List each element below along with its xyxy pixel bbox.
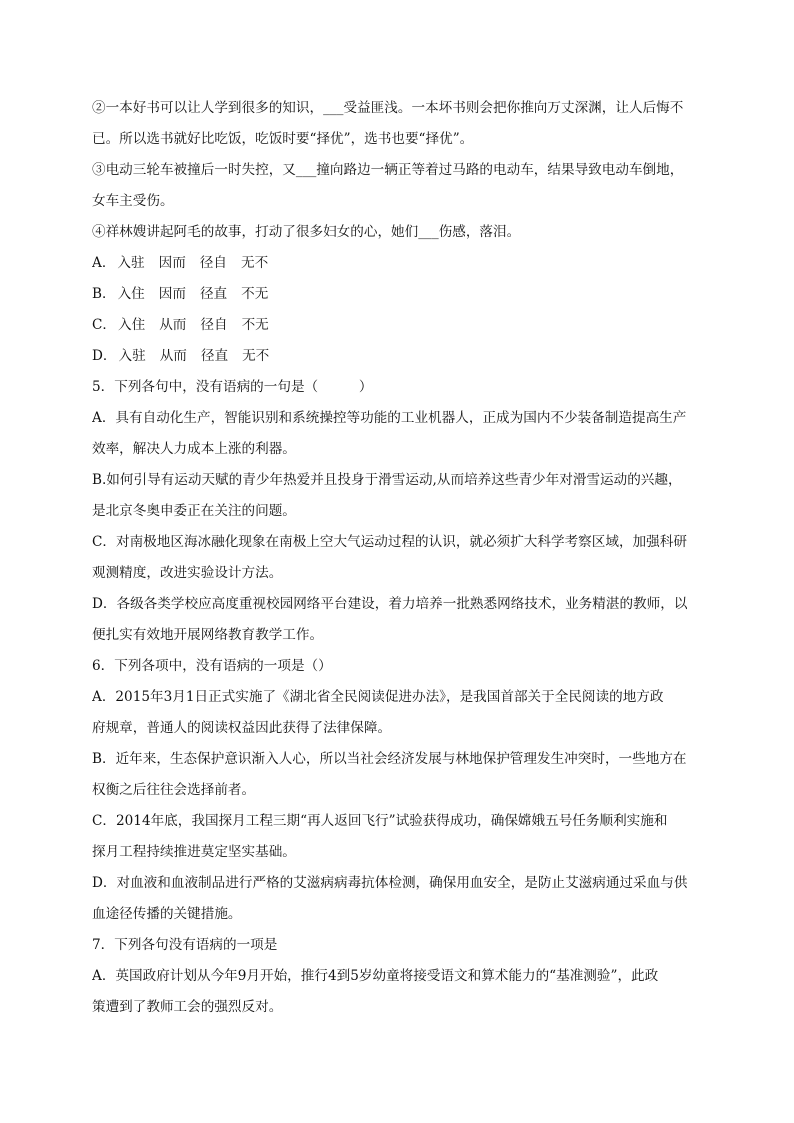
q5-option-b-line-2: 是北京冬奥申委正在关注的问题。 — [92, 503, 296, 519]
option-word: 入住 — [117, 286, 145, 302]
option-label: D． — [92, 348, 117, 364]
option-word: 径自 — [199, 255, 227, 271]
q7-stem: 7．下列各句没有语病的一项是 — [92, 937, 278, 953]
q6-option-b-line-1: B．近年来，生态保护意识渐入人心，所以当社会经济发展与林地保护管理发生冲突时，一些地方在 — [92, 751, 687, 767]
option-word: 径直 — [200, 348, 229, 364]
q4-option-a — [92, 248, 704, 279]
q4-option-d — [92, 341, 704, 372]
option-word: 无不 — [240, 255, 269, 271]
option-word: 不无 — [241, 317, 269, 333]
option-word: 因而 — [158, 255, 186, 271]
option-word: 径自 — [200, 317, 228, 333]
q6-option-c-line-2: 探月工程持续推进莫定坚实基础。 — [92, 844, 296, 860]
option-word: 从而 — [159, 348, 187, 364]
q5-option-d-line-1: D．各级各类学校应高度重视校园网络平台建设，着力培养一批熟悉网络技术，业务精湛的教师，以 — [92, 596, 688, 612]
q7-option-a-line-1: A．英国政府计划从今年9月开始，推行4到5岁幼童将接受语文和算术能力的“基准测验”，此政 — [92, 968, 659, 984]
option-word: 不无 — [241, 286, 269, 302]
q5-option-a-line-1: A．具有自动化生产，智能识别和系统操控等功能的工业机器人，正成为国内不少装备制造提高生产 — [92, 410, 687, 426]
option-word: 入驻 — [117, 255, 145, 271]
q4-option-b — [92, 279, 704, 310]
q5-option-d-line-2: 便扎实有效地开展网络教育教学工作。 — [92, 627, 324, 643]
option-word: 入住 — [118, 317, 146, 333]
option-label: A． — [92, 255, 116, 271]
q6-stem: 6．下列各项中，没有语病的一项是（） — [92, 658, 332, 674]
q5-option-a-line-2: 效率，解决人力成本上涨的利器。 — [92, 441, 296, 457]
q4-sentence-3-line-2: 女车主受伤。 — [92, 193, 174, 209]
document-page — [92, 93, 704, 1023]
q4-sentence-2-line-2: 已。所以选书就好比吃饭，吃饭时要“择优”，选书也要“择优”。 — [92, 131, 474, 147]
q4-sentence-3-line-1: ③电动三轮车被撞后一时失控，又___撞向路边一辆正等着过马路的电动车，结果导致电动车倒地， — [92, 162, 684, 178]
option-word: 径直 — [199, 286, 228, 302]
option-label: B． — [92, 286, 116, 302]
q6-option-a-line-1: A．2015年3月1日正式实施了《湖北省全民阅读促进办法》，是我国首部关于全民阅读的地方政 — [92, 689, 664, 705]
q5-option-c-line-2: 观测精度，改进实验设计方法。 — [92, 565, 283, 581]
q6-option-c-line-1: C．2014年底，我国探月工程三期“再人返回飞行”试验获得成功，确保嫦娥五号任务顺利实施和 — [92, 813, 668, 829]
q6-option-d-line-1: D．对血液和血液制品进行严格的艾滋病病毒抗体检测，确保用血安全，是防止艾滋病通过采血与供 — [92, 875, 688, 891]
q5-stem: 5．下列各句中，没有语病的一句是（ ） — [92, 379, 373, 395]
option-word: 因而 — [158, 286, 186, 302]
option-word: 从而 — [159, 317, 187, 333]
q6-option-a-line-2: 府规章，普通人的阅读权益因此获得了法律保障。 — [92, 720, 392, 736]
q7-option-a-line-2: 策遭到了教师工会的强烈反对。 — [92, 999, 283, 1015]
option-word: 入驻 — [118, 348, 146, 364]
q5-option-b-line-1: B.如何引导有运动天赋的青少年热爱并且投身于滑雪运动,从而培养这些青少年对滑雪运动的兴趣， — [92, 472, 682, 488]
q5-option-c-line-1: C．对南极地区海冰融化现象在南极上空大气运动过程的认识，就必须扩大科学考察区域，加强科研 — [92, 534, 687, 550]
q6-option-d-line-2: 血途径传播的关键措施。 — [92, 906, 242, 922]
q4-option-c — [92, 310, 704, 341]
option-word: 无不 — [242, 348, 270, 364]
q4-sentence-2-line-1: ②一本好书可以让人学到很多的知识，___受益匪浅。一本坏书则会把你推向万丈深渊，让人后悔不 — [92, 100, 684, 116]
q6-option-b-line-2: 权衡之后往往会选择前者。 — [92, 782, 256, 798]
q4-sentence-4: ④祥林嫂讲起阿毛的故事，打动了很多妇女的心，她们___伤感，落泪。 — [92, 224, 521, 240]
option-label: C． — [92, 317, 116, 333]
